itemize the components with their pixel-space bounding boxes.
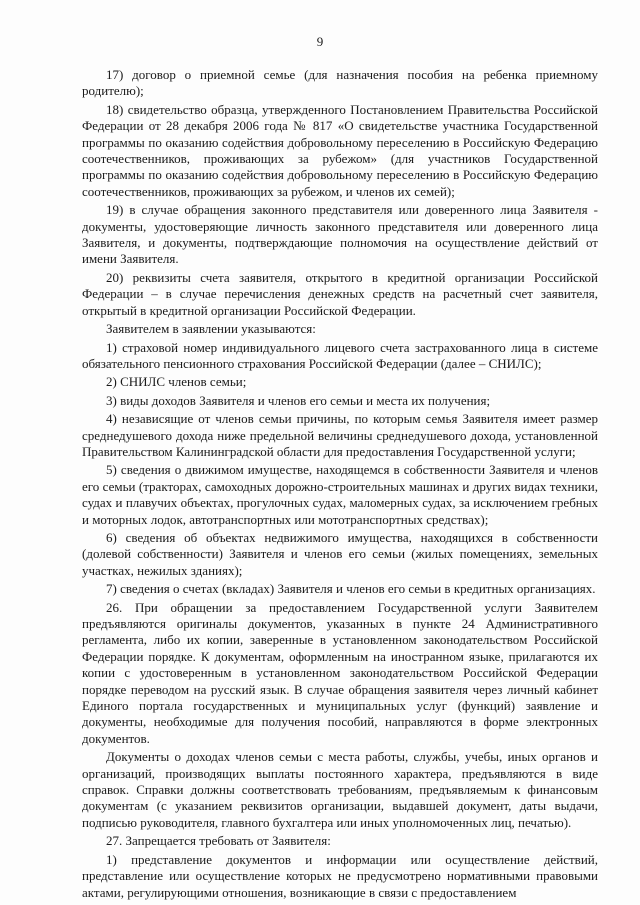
paragraph-indicated-1: 1) страховой номер индивидуального лицевого счета застрахованного лица в системе обязательного пенсионного страхования Российской Федерации (далее – СНИЛС); [82,339,598,371]
paragraph-income-documents: Документы о доходах членов семьи с места работы, службы, учебы, иных органов и организаций, производящих выплаты постоянного характера, предъявляются в виде справок. Справки должны соответствовать требованиям, предъявляемым к финансовым документам (с указанием реквизитов организации, выдавшей документ, даты выдачи, подписью руководителя, главного бухгалтера или иных уполномоченных лиц, печатью). [82,749,598,830]
paragraph-indicated-3: 3) виды доходов Заявителя и членов его семьи и места их получения; [106,392,491,408]
paragraph-indicated-5: 5) сведения о движимом имуществе, находящемся в собственности Заявителя и членов его семьи (тракторах, самоходных дорожно-строительных машинах и других видах техники, судах и плавучих объектах, прогулочных судах, маломерных судах, за исключением гребных и моторных лодок, автотранспортных или мототранспортных средствах); [82,462,598,527]
paragraph-clause-26: 26. При обращении за предоставлением Государственной услуги Заявителем предъявляются оригиналы документов, указанных в пункте 24 Административного регламента, либо их копии, заверенные в установленном законодательством Российской Федерации порядке. К документам, оформленным на иностранном языке, прилагаются их копии с удостоверенным в установленном законодательством Российской Федерации порядке переводом на русский язык. В случае обращения заявителя через личный кабинет Единого портала государственных и муниципальных услуг (функций) заявление и документы, необходимые для получения пособий, направляются в форме электронных документов. [82,599,598,746]
document-body [82,67,598,903]
paragraph-clause-27-item-1: 1) представление документов и информации или осуществление действий, представление или осуществление которых не предусмотрено нормативными правовыми актами, регулирующими отношения, возникающие в связи с предоставлением [82,851,598,900]
page-number: 9 [316,34,324,49]
paragraph-item-19: 19) в случае обращения законного представителя или доверенного лица Заявителя - документы, удостоверяющие личность законного представителя или доверенного лица Заявителя, и документы, подтверждающие полномочия на осуществление действий от имени Заявителя. [82,202,598,267]
paragraph-clause-27: 27. Запрещается требовать от Заявителя: [106,833,331,849]
paragraph-item-20: 20) реквизиты счета заявителя, открытого в кредитной организации Российской Федерации – в случае перечисления денежных средств на расчетный счет заявителя, открытый в кредитной организации Российской Федерации. [82,269,598,318]
paragraph-indicated-7: 7) сведения о счетах (вкладах) Заявителя и членов его семьи в кредитных организациях. [106,581,596,597]
paragraph-indicated-2: 2) СНИЛС членов семьи; [106,374,247,390]
paragraph-applicant-indicates: Заявителем в заявлении указываются: [106,321,316,337]
paragraph-indicated-6: 6) сведения об объектах недвижимого имущества, находящихся в собственности (долевой собственности) Заявителя и членов его семьи (жилых помещениях, земельных участках, нежилых зданиях); [82,529,598,578]
paragraph-item-18: 18) свидетельство образца, утвержденного Постановлением Правительства Российской Федерации от 28 декабря 2006 года № 817 «О свидетельстве участника Государственной программы по оказанию содействия добровольному переселению в Российскую Федерацию соотечественников, проживающих за рубежом» (для участников Государственной программы по оказанию содействия добровольному переселению в Российскую Федерацию соотечественников, проживающих за рубежом, и членов их семей); [82,101,598,199]
paragraph-item-17: 17) договор о приемной семье (для назначения пособия на ребенка приемному родителю); [82,67,598,99]
paragraph-indicated-4: 4) независящие от членов семьи причины, по которым семья Заявителя имеет размер среднедушевого дохода ниже предельной величины среднедушевого дохода, установленной Правительством Калининградской области для предоставления Государственной услуги; [82,411,598,459]
